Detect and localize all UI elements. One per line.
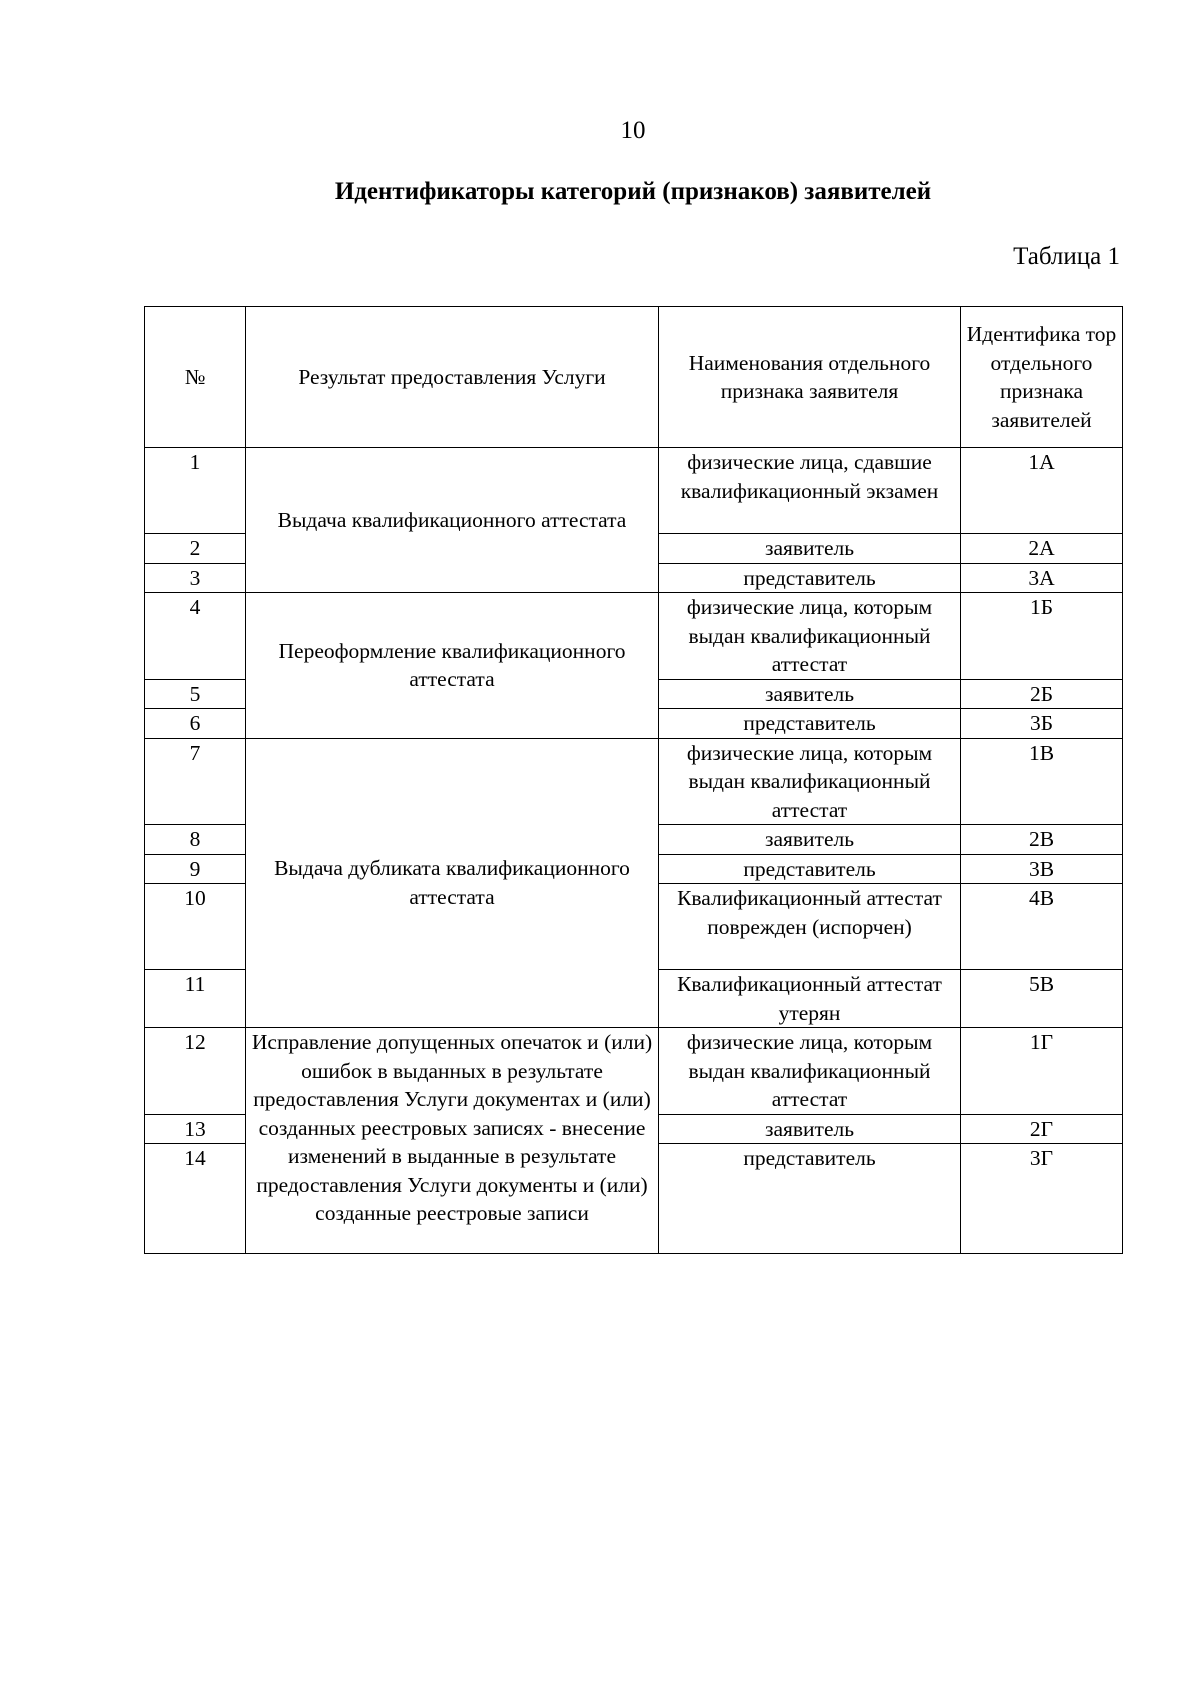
table-row: [145, 738, 1123, 825]
feature-cell: Квалификационный аттестат утерян: [659, 970, 961, 1028]
header-result: Результат предоставления Услуги: [246, 307, 659, 448]
table-row: [145, 593, 1123, 680]
identifier-cell: 1Б: [961, 593, 1123, 680]
row-num: 12: [145, 1028, 246, 1115]
row-num: 7: [145, 738, 246, 825]
feature-cell: заявитель: [659, 1114, 961, 1144]
page-title: Идентификаторы категорий (признаков) заявителей: [334, 178, 932, 205]
feature-cell: представитель: [659, 709, 961, 739]
table-row: [145, 448, 1123, 534]
row-num: 6: [145, 709, 246, 739]
result-cell: Выдача квалификационного аттестата: [246, 448, 659, 593]
table-row: [145, 1028, 1123, 1115]
header-feature-name: Наименования отдельного признака заявителя: [659, 307, 961, 448]
page-number: 10: [620, 117, 646, 144]
identifier-cell: 3Б: [961, 709, 1123, 739]
identifier-cell: 2А: [961, 534, 1123, 564]
identifier-cell: 2Г: [961, 1114, 1123, 1144]
feature-cell: физические лица, которым выдан квалификационный аттестат: [659, 593, 961, 680]
identifier-cell: 1В: [961, 738, 1123, 825]
row-num: 2: [145, 534, 246, 564]
result-cell: Выдача дубликата квалификационного аттестата: [246, 738, 659, 1028]
feature-cell: заявитель: [659, 679, 961, 709]
row-num: 10: [145, 884, 246, 970]
identifier-cell: 3А: [961, 563, 1123, 593]
row-num: 1: [145, 448, 246, 534]
identifier-cell: 5В: [961, 970, 1123, 1028]
identifier-cell: 2В: [961, 825, 1123, 855]
row-num: 5: [145, 679, 246, 709]
feature-cell: физические лица, которым выдан квалификационный аттестат: [659, 1028, 961, 1115]
feature-cell: представитель: [659, 563, 961, 593]
feature-cell: физические лица, сдавшие квалификационный экзамен: [659, 448, 961, 534]
feature-cell: физические лица, которым выдан квалификационный аттестат: [659, 738, 961, 825]
identifier-cell: 3В: [961, 854, 1123, 884]
table-caption: Таблица 1: [1013, 243, 1120, 270]
header-num: №: [145, 307, 246, 448]
feature-cell: представитель: [659, 854, 961, 884]
identifier-cell: 2Б: [961, 679, 1123, 709]
row-num: 13: [145, 1114, 246, 1144]
row-num: 11: [145, 970, 246, 1028]
identifier-cell: 1Г: [961, 1028, 1123, 1115]
row-num: 9: [145, 854, 246, 884]
identifier-cell: 1А: [961, 448, 1123, 534]
result-cell: Исправление допущенных опечаток и (или) ошибок в выданных в результате предоставления Услуги документах и (или) созданных реестровых записях - внесение изменений в выданные в результате предоставления Услуги документы и (или) созданные реестровые записи: [246, 1028, 659, 1254]
applicant-categories-table: [144, 306, 1123, 1254]
row-num: 3: [145, 563, 246, 593]
row-num: 14: [145, 1144, 246, 1254]
feature-cell: Квалификационный аттестат поврежден (испорчен): [659, 884, 961, 970]
row-num: 8: [145, 825, 246, 855]
identifier-cell: 4В: [961, 884, 1123, 970]
feature-cell: заявитель: [659, 534, 961, 564]
feature-cell: представитель: [659, 1144, 961, 1254]
table-header-row: [145, 307, 1123, 448]
identifier-cell: 3Г: [961, 1144, 1123, 1254]
feature-cell: заявитель: [659, 825, 961, 855]
header-identifier: Идентифика тор отдельного признака заявителей: [961, 307, 1123, 448]
row-num: 4: [145, 593, 246, 680]
result-cell: Переоформление квалификационного аттестата: [246, 593, 659, 739]
